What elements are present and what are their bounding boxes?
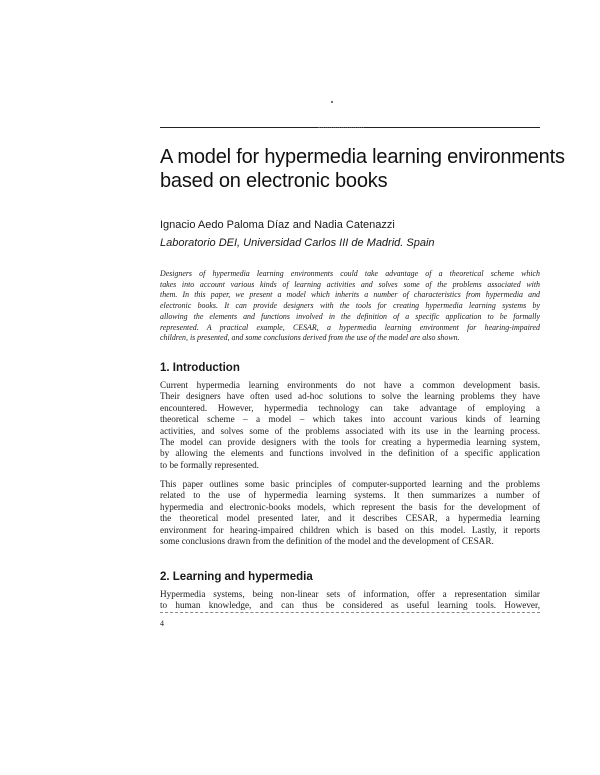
text-line: theoretical scheme – a model – which takes into account various kinds of learning bbox=[160, 414, 540, 425]
text-line: related to the use of hypermedia learning systems. It then summarizes a number of bbox=[160, 490, 540, 501]
title-line: A model for hypermedia learning environments bbox=[160, 146, 565, 168]
text-line: Their designers have often used ad-hoc solutions to solve the learning problems they have bbox=[160, 391, 540, 402]
text-line: Current hypermedia learning environments do not have a common development basis. bbox=[160, 380, 540, 390]
abstract-line: takes into account various kinds of learning activities and solves some of the problems associated with bbox=[160, 279, 540, 289]
text-line: The model can provide designers with the tools for creating a hypermedia learning system, bbox=[160, 437, 540, 448]
section-heading-introduction: 1. Introduction bbox=[160, 362, 240, 374]
paper-title bbox=[160, 145, 565, 193]
text-line: some conclusions drawn from the definition of the model and the development of CESAR. bbox=[160, 536, 494, 547]
affiliation: Laboratorio DEI, Universidad Carlos III de Madrid. Spain bbox=[160, 237, 435, 249]
scan-dot bbox=[331, 101, 333, 103]
abstract-line: Designers of hypermedia learning environments could take advantage of a theoretical scheme which bbox=[160, 269, 540, 278]
title-line: based on electronic books bbox=[160, 170, 388, 192]
section-heading-learning-and-hypermedia: 2. Learning and hypermedia bbox=[160, 571, 313, 583]
abstract-line: children, is presented, and some conclusions derived from the use of the model are also shown. bbox=[160, 333, 460, 343]
page-number: 4 bbox=[160, 619, 164, 628]
text-line: encountered. However, hypermedia technology can take advantage of employing a bbox=[160, 402, 540, 413]
text-line: environment for hearing-impaired children which is based on this model. Lastly, it reports bbox=[160, 524, 540, 535]
abstract-line: them. In this paper, we present a model which inherits a number of characteristics from hypermedia and bbox=[160, 290, 540, 300]
abstract bbox=[160, 269, 540, 344]
bottom-rule bbox=[160, 612, 540, 613]
body-paragraph bbox=[160, 380, 540, 471]
body-paragraph bbox=[160, 589, 540, 612]
body-paragraph bbox=[160, 479, 540, 547]
text-line: to be formally represented. bbox=[160, 459, 259, 470]
text-line: This paper outlines some basic principles of computer-supported learning and the problems bbox=[160, 479, 540, 489]
authors: Ignacio Aedo Paloma Díaz and Nadia Catenazzi bbox=[160, 219, 395, 231]
text-line: to human knowledge, and can thus be considered as useful learning tools. However, bbox=[160, 600, 540, 611]
abstract-line: electronic books. It can provide designers with the tools for creating hypermedia learning systems by bbox=[160, 301, 540, 311]
top-rule-mark bbox=[318, 124, 364, 128]
abstract-line: represented. A practical example, CESAR, a hypermedia learning environment for hearing-impaired bbox=[160, 322, 540, 332]
text-line: hypermedia and electronic-books models, which represent the basis for the development of bbox=[160, 501, 540, 512]
text-line: the theoretical model presented later, and it describes CESAR, a hypermedia learning bbox=[160, 513, 540, 524]
text-line: activities, and solves some of the problems associated with its use in the learning process. bbox=[160, 425, 540, 436]
text-line: by allowing the elements and functions involved in the definition of a specific application bbox=[160, 448, 540, 459]
abstract-line: allowing the elements and functions involved in the definition of a specific application to be formally bbox=[160, 311, 540, 321]
text-line: Hypermedia systems, being non-linear sets of information, offer a representation similar bbox=[160, 589, 540, 599]
